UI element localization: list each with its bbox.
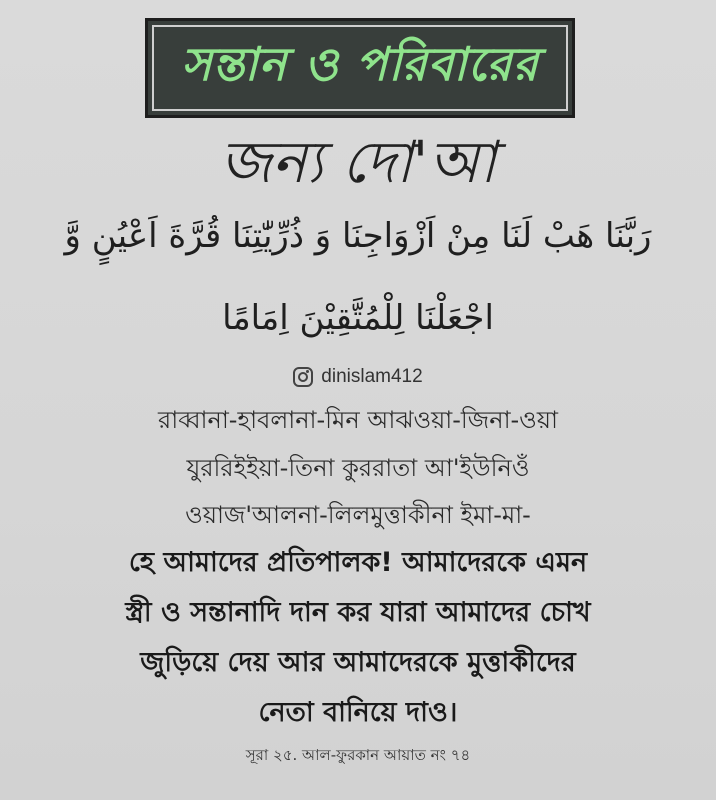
title-line-1: সন্তান ও পরিবারের [181, 37, 539, 91]
verse-reference: সূরা ২৫. আল-ফুরকান আয়াত নং ৭৪ [245, 746, 471, 764]
arabic-verse-line-2: اجْعَلْنَا لِلْمُتَّقِيْنَ اِمَامًا [222, 298, 494, 338]
arabic-verse-line-1: رَبَّنَا هَبْ لَنَا مِنْ اَزْوَاجِنَا وَ ذُرِّيّٰتِنَا قُرَّةَ اَعْيُنٍ وَّ [64, 216, 652, 256]
handle-text: dinislam412 [321, 366, 423, 387]
title-line-2: জন্য দো'আ [219, 128, 497, 196]
transliteration-line-3: ওয়াজ'আলনা-লিলমুত্তাকীনা ইমা-মা- [185, 501, 531, 529]
instagram-icon [293, 367, 313, 387]
transliteration-line-1: রাব্বানা-হাবলানা-মিন আঝওয়া-জিনা-ওয়া [158, 406, 558, 434]
watermark-handle [0, 366, 716, 388]
transliteration-line-2: যুররিইইয়া-তিনা কুররাতা আ'ইউনিওঁ [186, 454, 530, 482]
meaning-line-3: জুড়িয়ে দেয় আর আমাদেরকে মুত্তাকীদের [140, 647, 576, 678]
meaning-line-4: নেতা বানিয়ে দাও। [258, 697, 458, 728]
title-box [145, 18, 575, 118]
meaning-line-1: হে আমাদের প্রতিপালক! আমাদেরকে এমন [128, 547, 588, 578]
meaning-line-2: স্ত্রী ও সন্তানাদি দান কর যারা আমাদের চোখ [125, 597, 591, 628]
